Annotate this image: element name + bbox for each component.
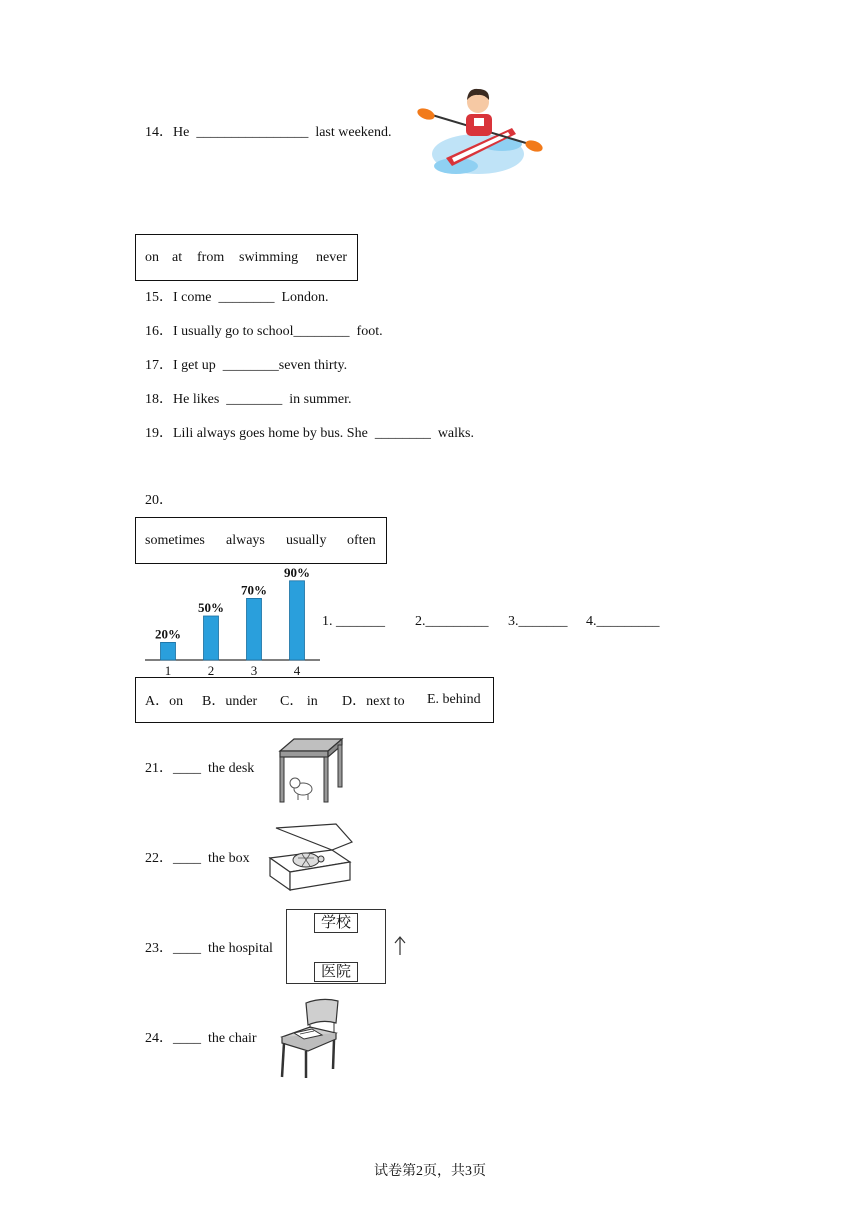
question-number: 14． <box>145 125 173 140</box>
question-number: 16． <box>145 324 173 339</box>
option-c: C． in <box>280 694 318 709</box>
sentence-before: I usually go to school <box>173 324 294 339</box>
question-17 <box>145 357 347 375</box>
answer-blank: ____ <box>173 1031 201 1046</box>
preposition-options-box <box>135 677 494 723</box>
question-number: 19． <box>145 426 173 441</box>
sentence-rest: last weekend. <box>315 125 392 140</box>
question-number: 18． <box>145 392 173 407</box>
word-sometimes: sometimes <box>145 532 205 548</box>
answer-blank: ____ <box>173 941 201 956</box>
question-22 <box>145 850 250 868</box>
chart-tick-label: 3 <box>250 663 258 678</box>
question-21 <box>145 760 254 778</box>
question-24 <box>145 1030 257 1048</box>
chart-tick-label: 1 <box>164 663 172 678</box>
chair-book-icon <box>276 997 340 1079</box>
word-swimming: swimming <box>239 249 299 265</box>
answer-blank: ________ <box>218 290 275 305</box>
answer-blank-4: 4._________ <box>586 614 660 629</box>
answer-blank: ________________ <box>196 125 309 140</box>
chart-data-label: 50% <box>198 600 224 615</box>
question-23 <box>145 940 273 958</box>
sentence-after: foot. <box>356 324 383 339</box>
option-d: D．next to <box>342 694 405 709</box>
word-bank-box <box>135 234 358 281</box>
question-20-number: 20． <box>145 493 173 508</box>
sentence-subject: He <box>173 125 190 140</box>
chart-data-label: 70% <box>241 582 267 598</box>
question-text: the box <box>208 851 250 866</box>
answer-blank: ________ <box>374 426 431 441</box>
answer-blank: ________ <box>293 324 350 339</box>
question-number: 15． <box>145 290 173 305</box>
question-19 <box>145 425 474 443</box>
frequency-word-box <box>135 517 387 564</box>
chart-data-label: 90% <box>284 564 310 580</box>
kayak-boy-icon <box>416 84 544 188</box>
chart-bar <box>204 616 219 660</box>
sentence-after: seven thirty. <box>278 358 348 373</box>
question-number: 17． <box>145 358 173 373</box>
word-often: often <box>347 532 376 548</box>
answer-blank: ____ <box>173 761 201 776</box>
answer-blank-1: 1. _______ <box>322 614 385 629</box>
question-number: 22． <box>145 851 173 866</box>
sentence-after: in summer. <box>289 392 352 407</box>
page-footer: 试卷第2页，共3页 <box>374 1164 486 1179</box>
answer-blank-3: 3._______ <box>508 614 568 629</box>
sentence-before: He likes <box>173 392 220 407</box>
question-text: the hospital <box>208 941 273 956</box>
chart-bar <box>290 581 305 660</box>
word-from: from <box>197 249 225 265</box>
sentence-before: I come <box>173 290 212 305</box>
answer-blank: ________ <box>222 358 279 373</box>
sentence-before: Lili always goes home by bus. She <box>173 426 368 441</box>
question-14 <box>145 124 392 142</box>
chart-bar <box>247 598 262 660</box>
word-usually: usually <box>286 532 327 548</box>
answer-blank-2: 2._________ <box>415 614 489 629</box>
option-b: B．under <box>202 694 258 709</box>
answer-blank: ________ <box>226 392 283 407</box>
chart-data-label: 20% <box>155 626 181 642</box>
question-18 <box>145 391 352 409</box>
answer-blank: ____ <box>173 851 201 866</box>
question-15 <box>145 289 329 307</box>
question-number: 24． <box>145 1031 173 1046</box>
question-number: 21． <box>145 761 173 776</box>
sentence-before: I get up <box>173 358 216 373</box>
word-always: always <box>226 532 265 548</box>
word-at: at <box>172 249 183 265</box>
map-icon <box>286 909 386 984</box>
chart-tick-label: 2 <box>207 663 215 678</box>
sentence-after: London. <box>281 290 329 305</box>
option-e: E. behind <box>427 692 481 707</box>
box-turtle-icon <box>266 822 356 892</box>
question-16 <box>145 323 383 341</box>
question-text: the desk <box>208 761 255 776</box>
word-on: on <box>145 249 159 265</box>
sentence-after: walks. <box>437 426 474 441</box>
chart-tick-label: 4 <box>293 663 301 678</box>
desk-dog-icon <box>276 737 344 803</box>
word-never: never <box>316 249 348 265</box>
chart-bar <box>161 642 176 660</box>
option-a: A．on <box>145 694 184 709</box>
question-number: 23． <box>145 941 173 956</box>
map-label-school: 学校 <box>314 913 358 933</box>
arrow-up-icon <box>394 936 406 956</box>
question-text: the chair <box>208 1031 257 1046</box>
frequency-bar-chart <box>140 560 325 680</box>
map-label-hospital: 医院 <box>314 962 358 982</box>
